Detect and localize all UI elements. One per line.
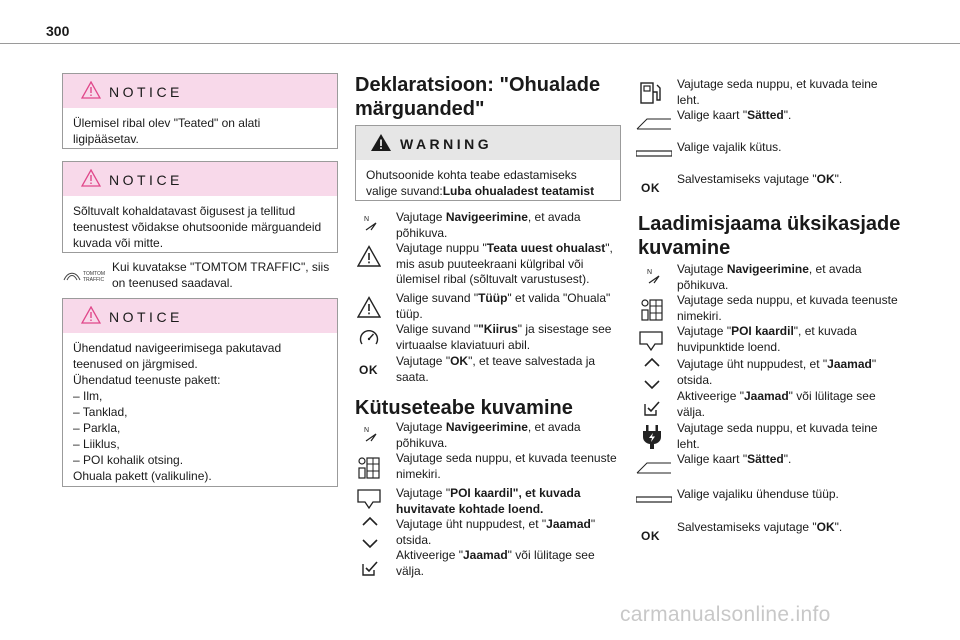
- notice-line: Ühendatud teenuste pakett:: [73, 373, 221, 387]
- page-number: 300: [46, 23, 70, 39]
- notice-line: Ohuala pakett (valikuline).: [73, 469, 212, 483]
- step-text: Vajutage "POI kaardil", et kuvada huvitavate kohtade loend.: [396, 486, 581, 516]
- bar-icon: [636, 496, 672, 504]
- notice-title: NOTICE: [109, 84, 183, 100]
- step-text: Vajutage seda nuppu, et kuvada teine leht.: [677, 421, 878, 451]
- svg-text:N: N: [364, 427, 370, 434]
- svg-text:TRAFFIC: TRAFFIC: [83, 277, 105, 283]
- step-text: Vajutage Navigeerimine, et avada põhikuva.: [677, 262, 862, 292]
- ok-icon: OK: [641, 529, 660, 543]
- section-heading: Laadimisjaama üksikasjade kuvamine: [638, 213, 901, 259]
- step-text: Vajutage üht nuppudest, et "Jaamad" otsida.: [677, 357, 877, 387]
- notice-line: – Liiklus,: [73, 437, 120, 451]
- notice-line: – Parkla,: [73, 421, 121, 435]
- chevron-down-icon: [362, 539, 378, 549]
- warning-text: Ohutsoonide kohta teabe edastamiseks valige suvand:Luba ohualadest teatamist: [366, 168, 595, 198]
- chevron-up-icon: [362, 516, 378, 526]
- section-heading: Deklaratsioon: "Ohualade märguanded": [355, 74, 601, 120]
- step-text: Vajutage nuppu "Teata uuest ohualast", mis asub puuteekraani külgribal või ülemisel ribal (sõltuvalt varustusest).: [396, 241, 613, 286]
- checkbox-icon: [362, 560, 378, 576]
- step-text: Valige suvand "Tüüp" et valida "Ohuala" tüüp.: [396, 291, 611, 321]
- step-text: Salvestamiseks vajutage "OK".: [677, 172, 843, 186]
- notice-text: [63, 333, 337, 491]
- warning-title: WARNING: [400, 136, 493, 152]
- step-text: Vajutage üht nuppudest, et "Jaamad" otsida.: [396, 517, 596, 547]
- step-text: Aktiveerige "Jaamad" või lülitage see välja.: [677, 389, 876, 419]
- step-text: Vajutage Navigeerimine, et avada põhikuva.: [396, 420, 581, 450]
- step-text: Aktiveerige "Jaamad" või lülitage see välja.: [396, 548, 595, 578]
- charging-plug-icon: [641, 424, 663, 450]
- step-text: Valige kaart "Sätted".: [677, 452, 792, 466]
- step-text: Vajutage "POI kaardil", et kuvada huvipunktide loend.: [677, 324, 857, 354]
- settings-tab-icon: [636, 462, 672, 474]
- checkbox-icon: [644, 400, 660, 416]
- warning-triangle-icon: [357, 245, 381, 267]
- tomtom-text: Kui kuvatakse "TOMTOM TRAFFIC", siis on teenused saadaval.: [112, 260, 330, 290]
- step-text: Vajutage seda nuppu, et kuvada teenuste nimekiri.: [677, 293, 898, 323]
- notice-header: [63, 74, 337, 108]
- warning-box: [355, 125, 621, 201]
- fuel-pump-icon: [638, 80, 664, 106]
- warning-triangle-icon: [81, 169, 101, 192]
- step-text: Vajutage seda nuppu, et kuvada teine leht.: [677, 77, 878, 107]
- navigation-arrow-icon: [364, 214, 378, 232]
- map-poi-icon: [356, 487, 382, 511]
- navigation-arrow-icon: [364, 425, 378, 443]
- step-text: Valige vajalik kütus.: [677, 140, 782, 154]
- notice-title: NOTICE: [109, 309, 183, 325]
- notice-text: Ülemisel ribal olev "Teated" on alati ligipääsetav.: [73, 116, 261, 146]
- ok-icon: OK: [359, 363, 378, 377]
- header-rule: [0, 43, 960, 44]
- watermark: carmanualsonline.info: [620, 603, 831, 626]
- svg-text:N: N: [647, 269, 653, 276]
- step-text: Valige suvand ""Kiirus" ja sisestage see virtuaalse klaviatuuri abil.: [396, 322, 612, 352]
- notice-box-2: [62, 161, 338, 253]
- notice-line: Ühendatud navigeerimisega pakutavad teenused on järgmised.: [73, 341, 282, 371]
- bar-icon: [636, 150, 672, 158]
- tomtom-traffic-logo: [62, 268, 108, 284]
- chevron-down-icon: [644, 380, 660, 390]
- step-text: Valige kaart "Sätted".: [677, 108, 792, 122]
- notice-text: Sõltuvalt kohaldatavast õigusest ja tellitud teenustest võidakse ohutsoonide märguandeid kuvada või mitte.: [73, 204, 322, 250]
- notice-line: – Ilm,: [73, 389, 103, 403]
- ok-icon: OK: [641, 181, 660, 195]
- notice-header: [63, 299, 337, 333]
- settings-tab-icon: [636, 118, 672, 130]
- map-poi-icon: [638, 329, 664, 353]
- services-grid-icon: [640, 298, 664, 322]
- step-text: Valige vajaliku ühenduse tüüp.: [677, 487, 839, 501]
- step-text: Vajutage Navigeerimine, et avada põhikuva.: [396, 210, 581, 240]
- step-text: Vajutage "OK", et teave salvestada ja saata.: [396, 354, 596, 384]
- warning-triangle-icon: [81, 81, 101, 104]
- notice-box-1: [62, 73, 338, 149]
- notice-line: – POI kohalik otsing.: [73, 453, 184, 467]
- chevron-up-icon: [644, 357, 660, 367]
- section-heading: Kütuseteabe kuvamine: [355, 397, 573, 419]
- warning-triangle-icon: [370, 133, 392, 157]
- navigation-arrow-icon: [647, 267, 661, 285]
- warning-header: [356, 126, 620, 160]
- svg-text:N: N: [364, 216, 370, 223]
- notice-line: – Tanklad,: [73, 405, 128, 419]
- speed-gauge-icon: [358, 327, 380, 349]
- step-text: Salvestamiseks vajutage "OK".: [677, 520, 843, 534]
- warning-triangle-icon: [81, 306, 101, 329]
- step-text: Vajutage seda nuppu, et kuvada teenuste nimekiri.: [396, 451, 617, 481]
- services-grid-icon: [357, 456, 381, 480]
- notice-box-3: [62, 298, 338, 487]
- warning-triangle-icon: [357, 296, 381, 318]
- notice-title: NOTICE: [109, 172, 183, 188]
- svg-text:TOMTOM: TOMTOM: [83, 271, 106, 277]
- notice-header: [63, 162, 337, 196]
